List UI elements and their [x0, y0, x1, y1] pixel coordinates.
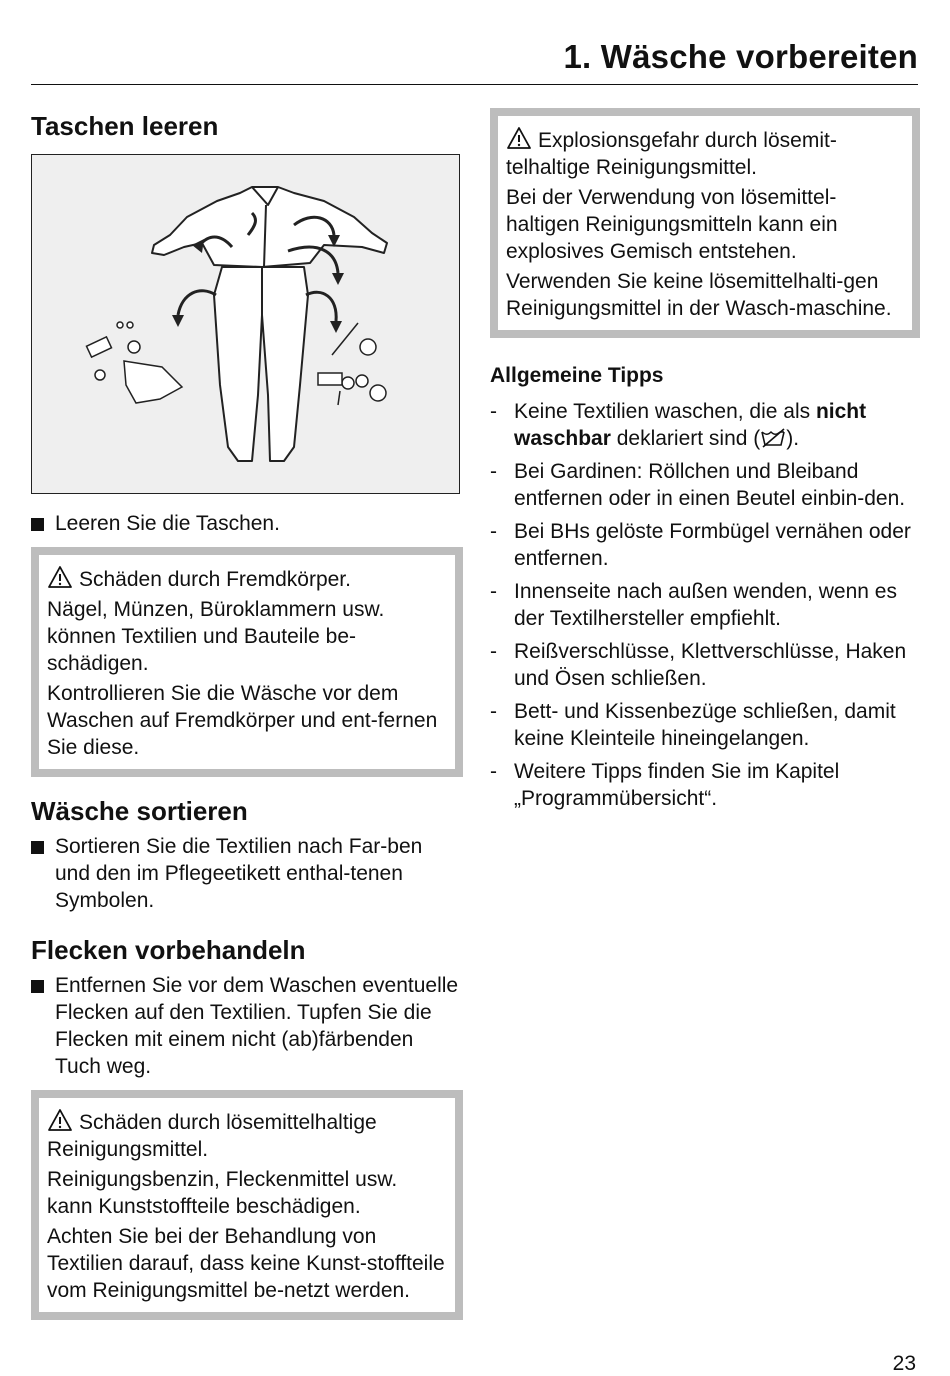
- warning-text-2: Verwenden Sie keine lösemittelhalti-gen Reinigungsmittel in der Wasch-maschine.: [506, 270, 892, 320]
- list-item: - Bei Gardinen: Röllchen und Bleiband entfernen oder in einen Beutel einbin-den.: [490, 460, 906, 510]
- list-item: - Bett- und Kissenbezüge schließen, damit keine Kleinteile hineingelangen.: [490, 700, 896, 750]
- warning-triangle-icon: [47, 565, 73, 589]
- warning-text-2: Kontrollieren Sie die Wäsche vor dem Waschen auf Fremdkörper und ent-fernen Sie diese.: [47, 682, 438, 759]
- page-number: 23: [892, 1352, 916, 1375]
- bullet-taschen: Leeren Sie die Taschen.: [31, 510, 463, 537]
- warning-explosionsgefahr: [490, 108, 920, 338]
- warning-title: Schäden durch Fremdkörper.: [47, 565, 447, 593]
- heading-flecken-vorbehandeln: Flecken vorbehandeln: [31, 935, 306, 965]
- list-item: - Reißverschlüsse, Klettverschlüsse, Haken und Ösen schließen.: [490, 640, 907, 690]
- warning-fremdkoerper: [31, 547, 463, 777]
- clothing-illustration: [32, 155, 459, 493]
- bullet-sortieren: Sortieren Sie die Textilien nach Far-ben und den im Pflegeetikett enthal-tenen Symbolen.: [31, 833, 463, 914]
- heading-allgemeine-tipps: Allgemeine Tipps: [490, 364, 664, 387]
- pocket-emptying-illustration: [31, 154, 460, 494]
- warning-triangle-icon: [506, 126, 532, 150]
- warning-title: Explosionsgefahr durch lösemit-telhaltige Reinigungsmittel.: [506, 126, 904, 181]
- list-item: - Weitere Tipps finden Sie im Kapitel „Programmübersicht“.: [490, 760, 840, 810]
- bullet-flecken: Entfernen Sie vor dem Waschen eventuelle Flecken auf den Textilien. Tupfen Sie die Flecken mit einem nicht (ab)färbenden Tuch weg.: [31, 972, 463, 1080]
- bullet-square-icon: [31, 518, 44, 531]
- warning-text-1: Bei der Verwendung von lösemittel-haltigen Reinigungsmitteln kann ein explosives Gemisch entstehen.: [506, 186, 838, 263]
- list-item: - Keine Textilien waschen, die als nicht waschbar deklariert sind ( ).: [490, 400, 867, 450]
- bullet-square-icon: [31, 980, 44, 993]
- bullet-square-icon: [31, 841, 44, 854]
- list-item: - Innenseite nach außen wenden, wenn es der Textilhersteller empfiehlt.: [490, 580, 897, 630]
- warning-loesemittel-kunststoff: [31, 1090, 463, 1320]
- warning-text-1: Reinigungsbenzin, Fleckenmittel usw. kann Kunststoffteile beschädigen.: [47, 1168, 398, 1218]
- page-title: 1. Wäsche vorbereiten: [563, 38, 918, 75]
- tips-list: [490, 398, 920, 812]
- warning-text-2: Achten Sie bei der Behandlung von Textilien darauf, dass keine Kunst-stoffteile vom Reinigungsmittel be-netzt werden.: [47, 1225, 445, 1302]
- heading-waesche-sortieren: Wäsche sortieren: [31, 796, 248, 826]
- left-column: [31, 108, 463, 1320]
- warning-text-1: Nägel, Münzen, Büroklammern usw. können Textilien und Bauteile be-schädigen.: [47, 598, 385, 675]
- warning-triangle-icon: [47, 1108, 73, 1132]
- warning-title: Schäden durch lösemittelhaltige Reinigungsmittel.: [47, 1108, 447, 1163]
- list-item: - Bei BHs gelöste Formbügel vernähen oder entfernen.: [490, 520, 911, 570]
- page-header: [31, 30, 918, 85]
- right-column: [490, 108, 920, 818]
- do-not-wash-icon: [760, 428, 786, 448]
- heading-taschen-leeren: Taschen leeren: [31, 111, 219, 141]
